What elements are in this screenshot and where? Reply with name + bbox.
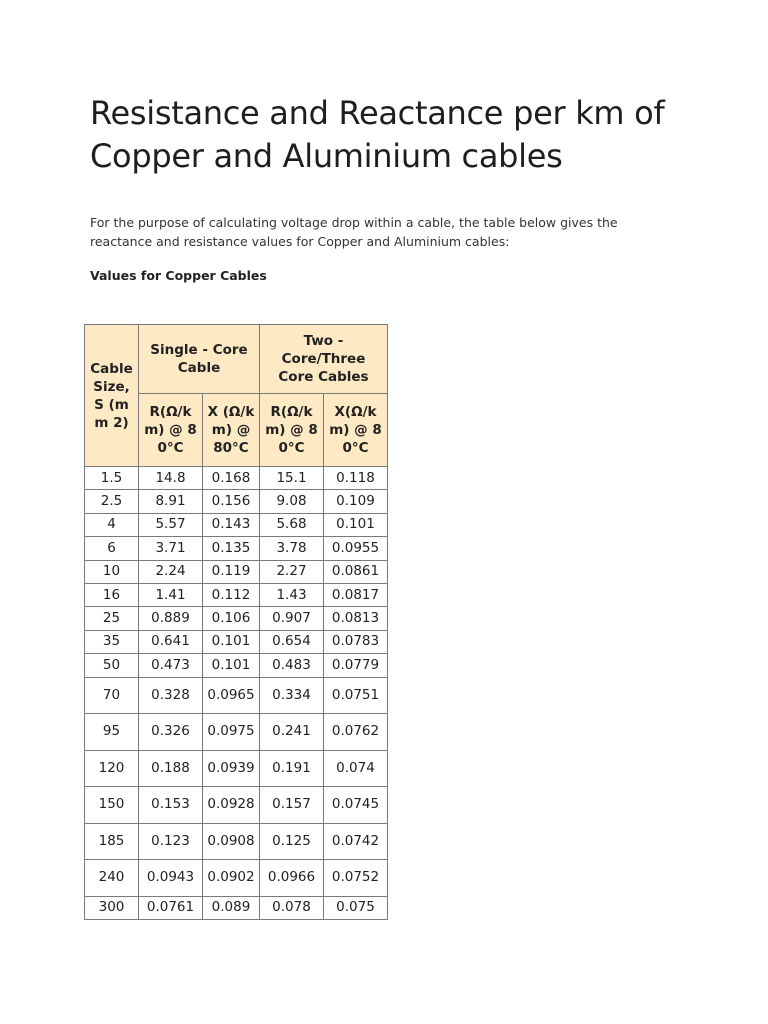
single-core-x-cell: 0.119: [203, 560, 260, 583]
multi-core-r-cell: 0.907: [260, 607, 324, 630]
cable-size-cell: 240: [85, 860, 139, 897]
header-single-core-r: R(Ω/k m) @ 80°C: [139, 394, 203, 467]
multi-core-r-cell: 3.78: [260, 537, 324, 560]
single-core-r-cell: 8.91: [139, 490, 203, 513]
multi-core-r-cell: 1.43: [260, 583, 324, 606]
single-core-x-cell: 0.089: [203, 896, 260, 919]
cable-size-cell: 2.5: [85, 490, 139, 513]
multi-core-x-cell: 0.0813: [324, 607, 388, 630]
cable-size-cell: 16: [85, 583, 139, 606]
single-core-x-cell: 0.0975: [203, 714, 260, 751]
table-row: [85, 467, 388, 490]
multi-core-r-cell: 15.1: [260, 467, 324, 490]
single-core-x-cell: 0.0939: [203, 750, 260, 787]
table-row: [85, 654, 388, 677]
section-heading: Values for Copper Cables: [90, 268, 267, 283]
single-core-x-cell: 0.101: [203, 630, 260, 653]
page-title: Resistance and Reactance per km of Copper and Aluminium cables: [90, 94, 665, 175]
single-core-r-cell: 0.326: [139, 714, 203, 751]
cable-size-cell: 1.5: [85, 467, 139, 490]
cable-size-cell: 50: [85, 654, 139, 677]
multi-core-x-cell: 0.0779: [324, 654, 388, 677]
multi-core-x-cell: 0.074: [324, 750, 388, 787]
single-core-r-cell: 14.8: [139, 467, 203, 490]
multi-core-r-cell: 2.27: [260, 560, 324, 583]
table-row: [85, 787, 388, 824]
header-single-core: Single - Core Cable: [139, 325, 260, 394]
cable-size-cell: 35: [85, 630, 139, 653]
single-core-r-cell: 5.57: [139, 513, 203, 536]
single-core-r-cell: 0.0943: [139, 860, 203, 897]
table-row: [85, 823, 388, 860]
single-core-r-cell: 0.473: [139, 654, 203, 677]
table-row: [85, 560, 388, 583]
single-core-x-cell: 0.143: [203, 513, 260, 536]
single-core-x-cell: 0.0902: [203, 860, 260, 897]
cable-size-cell: 4: [85, 513, 139, 536]
copper-cables-table: [84, 324, 388, 920]
single-core-x-cell: 0.112: [203, 583, 260, 606]
multi-core-x-cell: 0.0861: [324, 560, 388, 583]
cable-size-cell: 10: [85, 560, 139, 583]
cable-size-cell: 95: [85, 714, 139, 751]
single-core-x-cell: 0.101: [203, 654, 260, 677]
cable-size-cell: 70: [85, 677, 139, 714]
multi-core-r-cell: 0.157: [260, 787, 324, 824]
single-core-r-cell: 0.889: [139, 607, 203, 630]
single-core-r-cell: 0.0761: [139, 896, 203, 919]
single-core-r-cell: 2.24: [139, 560, 203, 583]
table-row: [85, 860, 388, 897]
table-row: [85, 513, 388, 536]
multi-core-r-cell: 0.241: [260, 714, 324, 751]
multi-core-x-cell: 0.0742: [324, 823, 388, 860]
single-core-x-cell: 0.168: [203, 467, 260, 490]
multi-core-r-cell: 0.0966: [260, 860, 324, 897]
table-row: [85, 896, 388, 919]
multi-core-r-cell: 0.191: [260, 750, 324, 787]
header-multi-core-x: X(Ω/k m) @ 80°C: [324, 394, 388, 467]
multi-core-x-cell: 0.0751: [324, 677, 388, 714]
cable-size-cell: 150: [85, 787, 139, 824]
multi-core-x-cell: 0.0752: [324, 860, 388, 897]
header-multi-core-r: R(Ω/k m) @ 80°C: [260, 394, 324, 467]
multi-core-x-cell: 0.075: [324, 896, 388, 919]
multi-core-x-cell: 0.109: [324, 490, 388, 513]
multi-core-r-cell: 0.654: [260, 630, 324, 653]
cable-size-cell: 6: [85, 537, 139, 560]
multi-core-r-cell: 0.334: [260, 677, 324, 714]
table-row: [85, 607, 388, 630]
multi-core-x-cell: 0.101: [324, 513, 388, 536]
single-core-r-cell: 0.188: [139, 750, 203, 787]
multi-core-x-cell: 0.0955: [324, 537, 388, 560]
cable-size-cell: 25: [85, 607, 139, 630]
single-core-x-cell: 0.0908: [203, 823, 260, 860]
header-two-three-core: Two - Core/Three Core Cables: [260, 325, 388, 394]
intro-paragraph: For the purpose of calculating voltage drop within a cable, the table below gives the reactance and resistance values for Copper and Aluminium cables:: [90, 215, 618, 249]
multi-core-r-cell: 0.078: [260, 896, 324, 919]
cable-size-cell: 300: [85, 896, 139, 919]
table-row: [85, 714, 388, 751]
table-row: [85, 583, 388, 606]
multi-core-x-cell: 0.0745: [324, 787, 388, 824]
single-core-x-cell: 0.0965: [203, 677, 260, 714]
table-row: [85, 677, 388, 714]
single-core-x-cell: 0.0928: [203, 787, 260, 824]
single-core-r-cell: 3.71: [139, 537, 203, 560]
table-row: [85, 630, 388, 653]
single-core-r-cell: 1.41: [139, 583, 203, 606]
table-row: [85, 490, 388, 513]
multi-core-x-cell: 0.118: [324, 467, 388, 490]
multi-core-r-cell: 9.08: [260, 490, 324, 513]
single-core-r-cell: 0.123: [139, 823, 203, 860]
multi-core-x-cell: 0.0817: [324, 583, 388, 606]
table-row: [85, 537, 388, 560]
single-core-r-cell: 0.641: [139, 630, 203, 653]
cable-size-cell: 120: [85, 750, 139, 787]
single-core-r-cell: 0.153: [139, 787, 203, 824]
multi-core-r-cell: 5.68: [260, 513, 324, 536]
single-core-x-cell: 0.106: [203, 607, 260, 630]
cable-size-cell: 185: [85, 823, 139, 860]
header-cable-size: Cable Size, S (mm 2): [85, 325, 139, 467]
table-body: [85, 467, 388, 920]
table-row: [85, 750, 388, 787]
header-single-core-x: X (Ω/k m) @ 80°C: [203, 394, 260, 467]
single-core-x-cell: 0.135: [203, 537, 260, 560]
multi-core-r-cell: 0.125: [260, 823, 324, 860]
multi-core-x-cell: 0.0762: [324, 714, 388, 751]
multi-core-r-cell: 0.483: [260, 654, 324, 677]
multi-core-x-cell: 0.0783: [324, 630, 388, 653]
single-core-r-cell: 0.328: [139, 677, 203, 714]
single-core-x-cell: 0.156: [203, 490, 260, 513]
